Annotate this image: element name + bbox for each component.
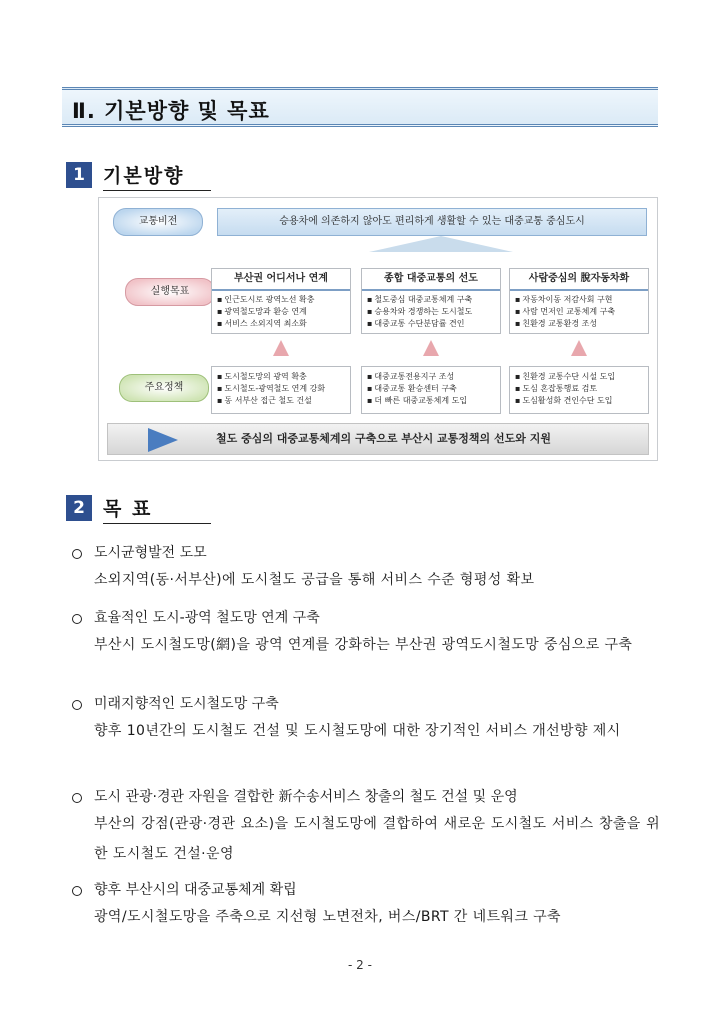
goal-box — [509, 268, 649, 334]
policy-box — [211, 366, 351, 414]
goal-box — [211, 268, 351, 334]
goal-item: ▪ 대중교통 수단분담률 견인 — [367, 318, 500, 330]
up-arrow-icon — [423, 340, 439, 356]
policy-item: ▪ 대중교통전용지구 조성 — [367, 371, 500, 383]
objective-heading: 효율적인 도시-광역 철도망 연계 구축 — [70, 607, 660, 630]
policy-item: ▪ 친환경 교통수단 시설 도입 — [515, 371, 648, 383]
up-arrow-icon — [571, 340, 587, 356]
bottom-banner-text: 철도 중심의 대중교통체계의 구축으로 부산시 교통정책의 선도와 지원 — [216, 432, 551, 445]
section-underline — [103, 523, 211, 524]
goal-item: ▪ 광역철도망과 환승 연계 — [217, 306, 350, 318]
objective-heading: 도시 관광·경관 자원을 결합한 新수송서비스 창출의 철도 건설 및 운영 — [70, 786, 660, 809]
policy-item: ▪ 동 서부산 접근 철도 건설 — [217, 395, 350, 407]
section-title: 목 표 — [103, 498, 153, 520]
policy-item: ▪ 도시철도-광역철도 연계 강화 — [217, 383, 350, 395]
goal-item: ▪ 철도중심 대중교통체계 구축 — [367, 294, 500, 306]
objective-item — [70, 786, 660, 869]
vision-box: 승용차에 의존하지 않아도 편리하게 생활할 수 있는 대중교통 중심도시 — [217, 208, 647, 236]
objective-heading: 도시균형발전 도모 — [70, 542, 660, 565]
goal-item: ▪ 승용차와 경쟁하는 도시철도 — [367, 306, 500, 318]
up-arrow-icon — [273, 340, 289, 356]
policy-item: ▪ 더 빠른 대중교통체계 도입 — [367, 395, 500, 407]
bottom-banner — [107, 423, 649, 455]
section-number: 1 — [66, 162, 92, 188]
objective-item — [70, 693, 660, 746]
objective-item — [70, 607, 660, 660]
basic-direction-diagram — [98, 197, 658, 461]
goal-title: 부산권 어디서나 연계 — [212, 269, 350, 291]
page-number: - 2 - — [348, 958, 372, 972]
policy-item: ▪ 대중교통 환승센터 구축 — [367, 383, 500, 395]
right-arrow-icon — [148, 428, 178, 452]
objective-body: 광역/도시철도망을 주축으로 지선형 노면전차, 버스/BRT 간 네트워크 구축 — [94, 909, 561, 925]
goal-item: ▪ 친환경 교통환경 조성 — [515, 318, 648, 330]
objective-heading: 향후 부산시의 대중교통체계 확립 — [70, 879, 660, 902]
goal-item: ▪ 인근도시로 광역노선 확충 — [217, 294, 350, 306]
goal-box — [361, 268, 501, 334]
goal-title: 사람중심의 脫자동차화 — [510, 269, 648, 291]
policy-box — [361, 366, 501, 414]
policy-item: ▪ 도심활성화 견인수단 도입 — [515, 395, 648, 407]
goals-label: 실행목표 — [125, 278, 215, 306]
objective-body: 부산시 도시철도망(網)을 광역 연계를 강화하는 부산권 광역도시철도망 중심으로 구축 — [94, 637, 633, 653]
objective-body: 부산의 강점(관광·경관 요소)을 도시철도망에 결합하여 새로운 도시철도 서비스 창출을 위한 도시철도 건설·운영 — [94, 816, 660, 862]
goal-title: 종합 대중교통의 선도 — [362, 269, 500, 291]
section-underline — [103, 190, 211, 191]
goal-item: ▪ 서비스 소외지역 최소화 — [217, 318, 350, 330]
section-title: 기본방향 — [103, 165, 185, 187]
policy-item: ▪ 도심 혼잡통행료 검토 — [515, 383, 648, 395]
vision-label: 교통비전 — [113, 208, 203, 236]
chapter-title: Ⅱ. 기본방향 및 목표 — [72, 99, 270, 123]
goal-item: ▪ 자동차이동 저감사회 구현 — [515, 294, 648, 306]
goal-item: ▪ 사람 먼저인 교통체계 구축 — [515, 306, 648, 318]
objective-item — [70, 879, 660, 932]
objective-item — [70, 542, 660, 595]
section-number: 2 — [66, 495, 92, 521]
policies-label: 주요정책 — [119, 374, 209, 402]
policy-box — [509, 366, 649, 414]
objective-body: 향후 10년간의 도시철도 건설 및 도시철도망에 대한 장기적인 서비스 개선방향 제시 — [94, 723, 621, 739]
objective-body: 소외지역(동·서부산)에 도시철도 공급을 통해 서비스 수준 형평성 확보 — [94, 572, 535, 588]
up-arrow-icon — [369, 236, 513, 252]
chapter-header — [62, 87, 658, 127]
policy-item: ▪ 도시철도망의 광역 확충 — [217, 371, 350, 383]
objective-heading: 미래지향적인 도시철도망 구축 — [70, 693, 660, 716]
